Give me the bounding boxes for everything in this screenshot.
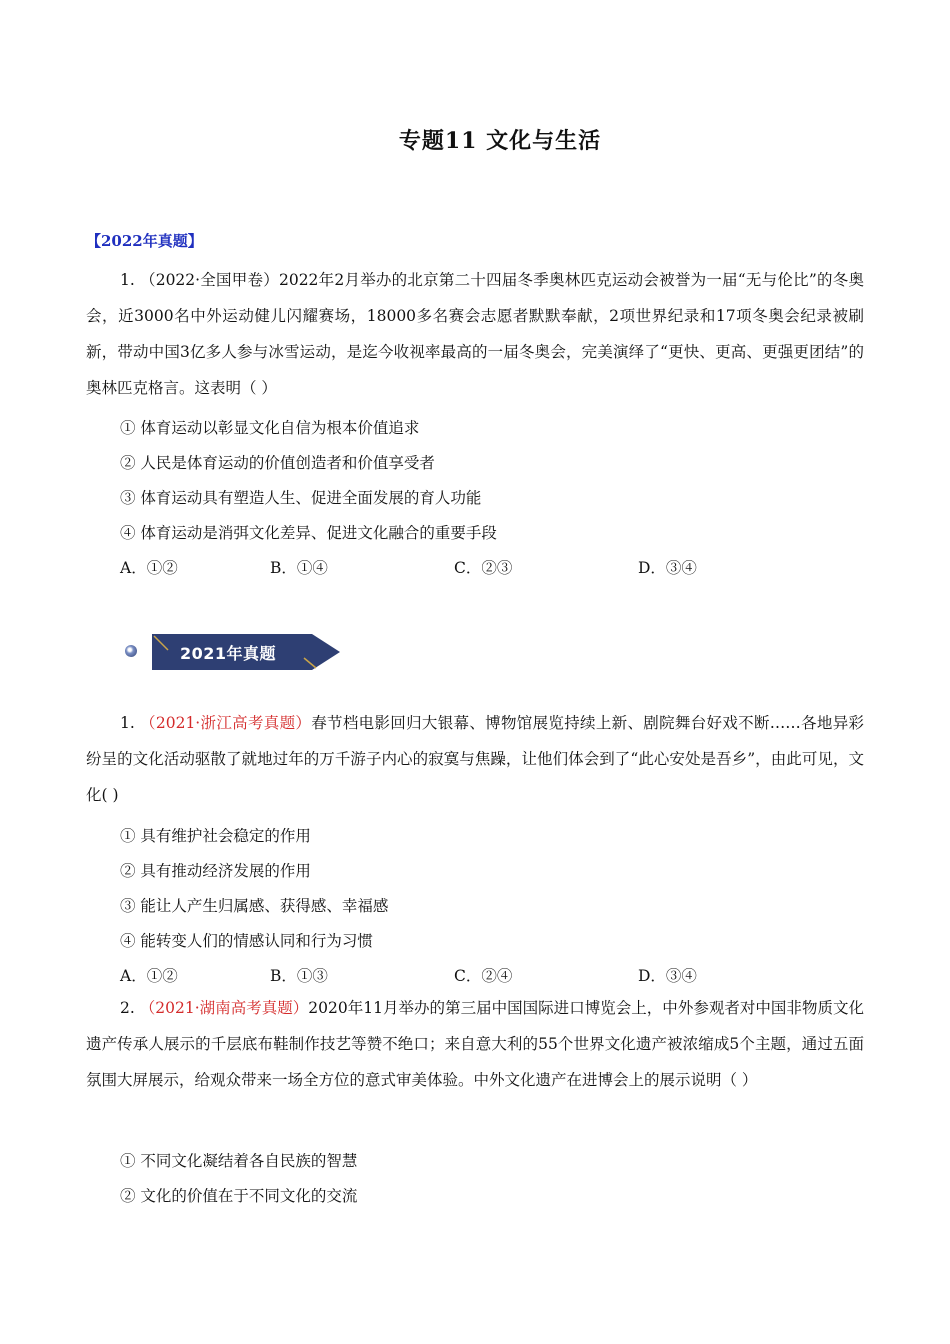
question-text: （2022·全国甲卷）2022年2月举办的北京第二十四届冬季奥林匹克运动会被誉为一届“无与伦比”的冬奥会，近3000名中外运动健儿闪耀赛场，18000多名赛会志愿者默默奉献，2项世界纪录和17项冬奥会纪录被刷新，带动中国3亿多人参与冰雪运动，是迄今收视率最高的一届冬奥会，完美演绎了“更快、更高、更强更团结”的奥林匹克格言。这表明（ ） [86, 271, 864, 397]
option-item: ① 体育运动以彰显文化自信为根本价值追求 [120, 419, 420, 437]
section-heading-2021: 2021年真题 [180, 644, 277, 663]
section-heading-2022: 【2022年真题】 [86, 232, 203, 250]
question-source: （2021·湖南高考真题） [139, 999, 309, 1017]
question-number: 1. [120, 271, 135, 289]
question-text: 2020年11月举办的第三届中国国际进口博览会上，中外参观者对中国非物质文化遗产传承人展示的千层底布鞋制作技艺等赞不绝口；来自意大利的55个世界文化遗产被浓缩成5个主题，通过五面氛围大屏展示，给观众带来一场全方位的意式审美体验。中外文化遗产在进博会上的展示说明（ ） [86, 999, 865, 1089]
answer-option-a: A．①② [120, 967, 178, 985]
answer-option-d: D．③④ [638, 559, 697, 577]
option-item: ② 具有推动经济发展的作用 [120, 862, 311, 880]
question-number: 2. [120, 999, 135, 1017]
answer-option-a: A．①② [120, 559, 178, 577]
question-2021-2 [86, 990, 864, 1098]
option-item: ③ 体育运动具有塑造人生、促进全面发展的育人功能 [120, 489, 482, 507]
question-text: 春节档电影回归大银幕、博物馆展览持续上新、剧院舞台好戏不断……各地异彩纷呈的文化活动驱散了就地过年的万千游子内心的寂寞与焦躁，让他们体会到了“此心安处是吾乡”，由此可见，文化( ) [86, 714, 865, 804]
answer-option-c: C．②③ [454, 559, 513, 577]
option-item: ④ 体育运动是消弭文化差异、促进文化融合的重要手段 [120, 524, 497, 542]
option-item: ② 人民是体育运动的价值创造者和价值享受者 [120, 454, 435, 472]
question-2022-1 [86, 262, 864, 406]
section-banner-2021 [120, 632, 350, 672]
option-item: ② 文化的价值在于不同文化的交流 [120, 1187, 358, 1205]
answer-option-c: C．②④ [454, 967, 513, 985]
option-item: ① 不同文化凝结着各自民族的智慧 [120, 1152, 358, 1170]
option-item: ① 具有维护社会稳定的作用 [120, 827, 311, 845]
option-item: ③ 能让人产生归属感、获得感、幸福感 [120, 897, 389, 915]
page-title: 专题11 文化与生活 [398, 128, 602, 154]
question-source: （2021·浙江高考真题） [140, 714, 312, 732]
question-2021-1 [86, 705, 864, 813]
answer-option-b: B．①③ [270, 967, 328, 985]
option-item: ④ 能转变人们的情感认同和行为习惯 [120, 932, 373, 950]
bullet-dot-icon [125, 645, 137, 657]
answer-option-d: D．③④ [638, 967, 697, 985]
question-number: 1. [120, 714, 135, 732]
answer-option-b: B．①④ [270, 559, 328, 577]
